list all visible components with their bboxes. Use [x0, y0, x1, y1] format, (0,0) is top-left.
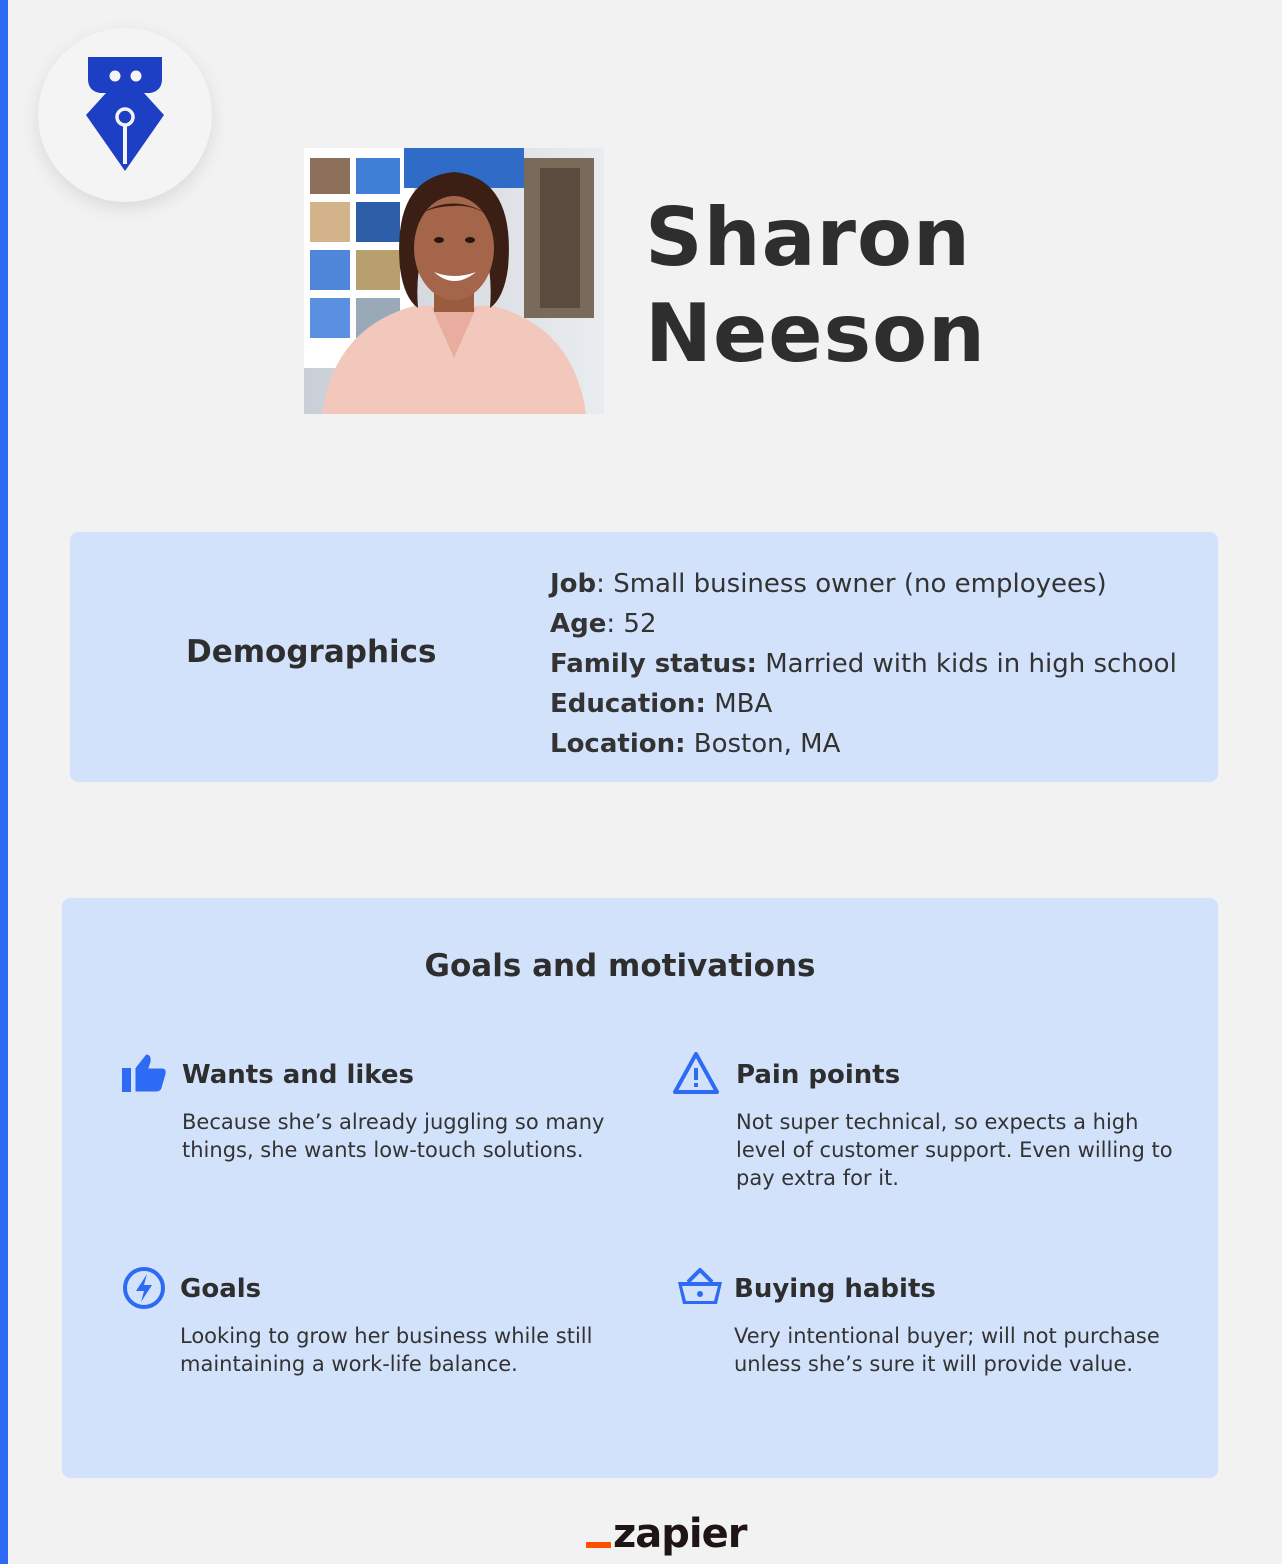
portrait-photo [304, 148, 604, 414]
demographic-value: MBA [714, 689, 773, 719]
goal-item-goals [122, 1264, 622, 1384]
demographic-separator [686, 729, 694, 759]
warning-icon [672, 1050, 720, 1098]
demographic-value: Small business owner (no employees) [613, 569, 1107, 599]
zapier-logo [586, 1506, 746, 1556]
persona-name [645, 190, 986, 382]
goal-item-body: Looking to grow her business while still maintaining a work-life balance. [180, 1324, 593, 1376]
goal-item-body: Not super technical, so expects a high level of customer support. Even willing to pay extra for it. [736, 1110, 1173, 1190]
demographic-value: Married with kids in high school [765, 649, 1177, 679]
goals-heading: Goals and motivations [424, 948, 816, 984]
lightning-bolt-icon [122, 1264, 170, 1312]
goal-item-body: Because she’s already juggling so many things, she wants low-touch solutions. [182, 1110, 605, 1162]
logo-badge [38, 28, 212, 202]
goal-item-body: Very intentional buyer; will not purchase unless she’s sure it will provide value. [734, 1324, 1160, 1376]
demographic-value: Boston, MA [693, 729, 841, 759]
thumbs-up-icon [120, 1050, 168, 1098]
zapier-wordmark: zapier [613, 1511, 747, 1557]
demographic-label: Location: [550, 729, 686, 759]
demographic-value: 52 [623, 609, 657, 639]
goal-item-title: Goals [180, 1274, 262, 1304]
demographic-row-job [550, 564, 1177, 604]
first-name: Sharon [645, 191, 971, 284]
demographic-row-location [550, 724, 1177, 764]
goal-item-pain-points [672, 1050, 1172, 1190]
demographic-separator [757, 649, 765, 679]
demographics-card [70, 532, 1218, 782]
goal-item-title: Wants and likes [182, 1060, 415, 1090]
demographic-separator: : [596, 569, 614, 599]
accent-bar [0, 0, 8, 1564]
demographic-label: Age [550, 609, 607, 639]
demographic-separator [706, 689, 714, 719]
goal-item-buying-habits [676, 1264, 1176, 1384]
goals-card [62, 898, 1218, 1478]
goal-item-wants-and-likes [120, 1050, 620, 1170]
goal-item-title: Buying habits [734, 1274, 936, 1304]
demographics-list [550, 564, 1177, 764]
demographic-row-family-status [550, 644, 1177, 684]
pen-nib-robot-icon [84, 57, 166, 173]
zapier-dash [586, 1542, 611, 1548]
demographic-label: Education: [550, 689, 706, 719]
demographics-heading: Demographics [186, 634, 437, 670]
demographic-row-age [550, 604, 1177, 644]
demographic-label: Family status: [550, 649, 757, 679]
demographic-label: Job [550, 569, 597, 599]
last-name: Neeson [645, 287, 986, 380]
demographic-row-education [550, 684, 1177, 724]
goal-item-title: Pain points [736, 1060, 901, 1090]
demographic-separator: : [606, 609, 624, 639]
shopping-basket-icon [676, 1264, 724, 1312]
